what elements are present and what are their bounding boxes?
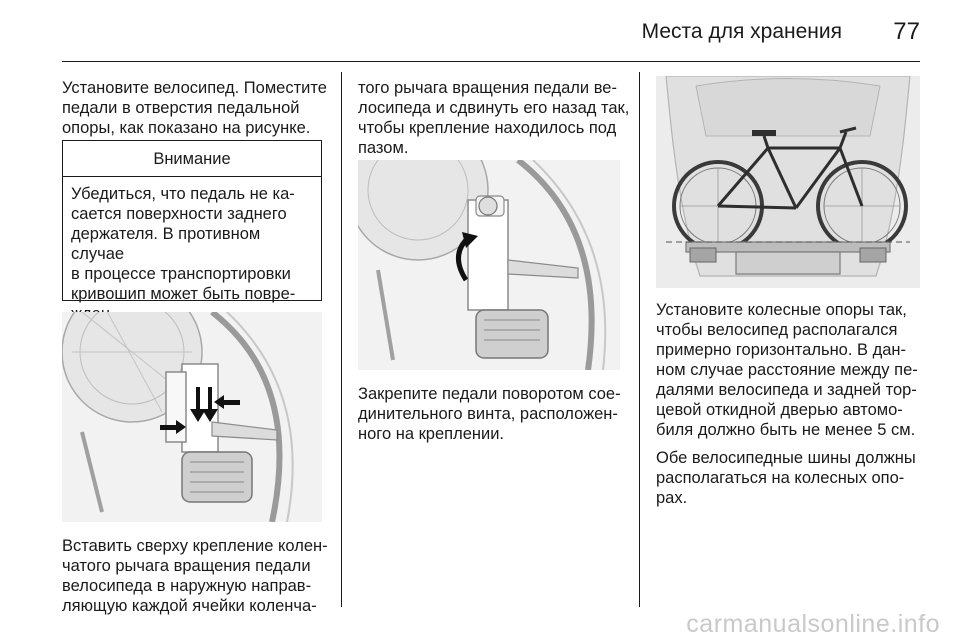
text-line: Закрепите педали поворотом сое-	[358, 385, 621, 403]
notice-box	[62, 140, 322, 301]
text-line: ном случае расстояние между пе-	[656, 361, 918, 379]
text-line: примерно горизонтально. В дан-	[656, 341, 907, 359]
column1-intro	[62, 78, 332, 138]
column2-caption	[358, 384, 633, 444]
text-line: держателя. В противном случае	[71, 225, 261, 263]
section-title: Места для хранения	[641, 20, 842, 43]
page-header	[0, 0, 960, 62]
text-line: опоры, как показано на рисунке.	[62, 119, 311, 137]
text-line: в процессе транспортировки	[71, 265, 291, 283]
watermark: carmanualsonline.info	[686, 610, 940, 638]
text-line: чтобы велосипед располагался	[656, 321, 898, 339]
text-line: того рычага вращения педали ве-	[358, 79, 617, 97]
bicycle-carrier-drawing	[656, 76, 920, 288]
pedal-screw-illustration	[358, 160, 620, 370]
text-line: кривошип может быть повре-	[71, 285, 296, 303]
text-line: сается поверхности заднего	[71, 205, 287, 223]
column2-intro	[358, 78, 633, 158]
page-number: 77	[893, 18, 920, 45]
pedal-screw-drawing	[358, 160, 620, 370]
text-line: располагаться на колесных опо-	[656, 469, 905, 487]
text-line: педали в отверстия педальной	[62, 99, 300, 117]
text-line: пазом.	[358, 139, 409, 157]
text-line: Убедиться, что педаль не ка-	[71, 185, 295, 203]
text-line: Обе велосипедные шины должны	[656, 449, 916, 467]
text-line: биля должно быть не менее 5 см.	[656, 421, 916, 439]
column1-caption	[62, 536, 332, 616]
text-line: велосипеда в наружную направ-	[62, 577, 312, 595]
text-line: чатого рычага вращения педали	[62, 557, 311, 575]
notice-heading: Внимание	[63, 141, 321, 177]
text-line: Установите колесные опоры так,	[656, 301, 907, 319]
bicycle-carrier-illustration	[656, 76, 920, 288]
text-line: чтобы крепление находилось под	[358, 119, 617, 137]
text-line: Вставить сверху крепление колен-	[62, 537, 328, 555]
text-line: динительного винта, расположен-	[358, 405, 618, 423]
text-line: цевой откидной дверью автомо-	[656, 401, 903, 419]
column-divider-2	[639, 72, 640, 607]
column-divider-1	[341, 72, 342, 607]
notice-body	[63, 177, 321, 324]
text-line: ного на креплении.	[358, 425, 505, 443]
header-rule	[62, 61, 920, 62]
pedal-insert-drawing	[62, 312, 322, 522]
text-line: ляющую каждой ячейки коленча-	[62, 597, 317, 615]
text-line: рах.	[656, 489, 688, 507]
column3-text	[656, 300, 926, 508]
text-line: далями велосипеда и задней тор-	[656, 381, 917, 399]
text-line: Установите велосипед. Поместите	[62, 79, 327, 97]
pedal-insert-illustration	[62, 312, 322, 522]
text-line: лосипеда и сдвинуть его назад так,	[358, 99, 630, 117]
